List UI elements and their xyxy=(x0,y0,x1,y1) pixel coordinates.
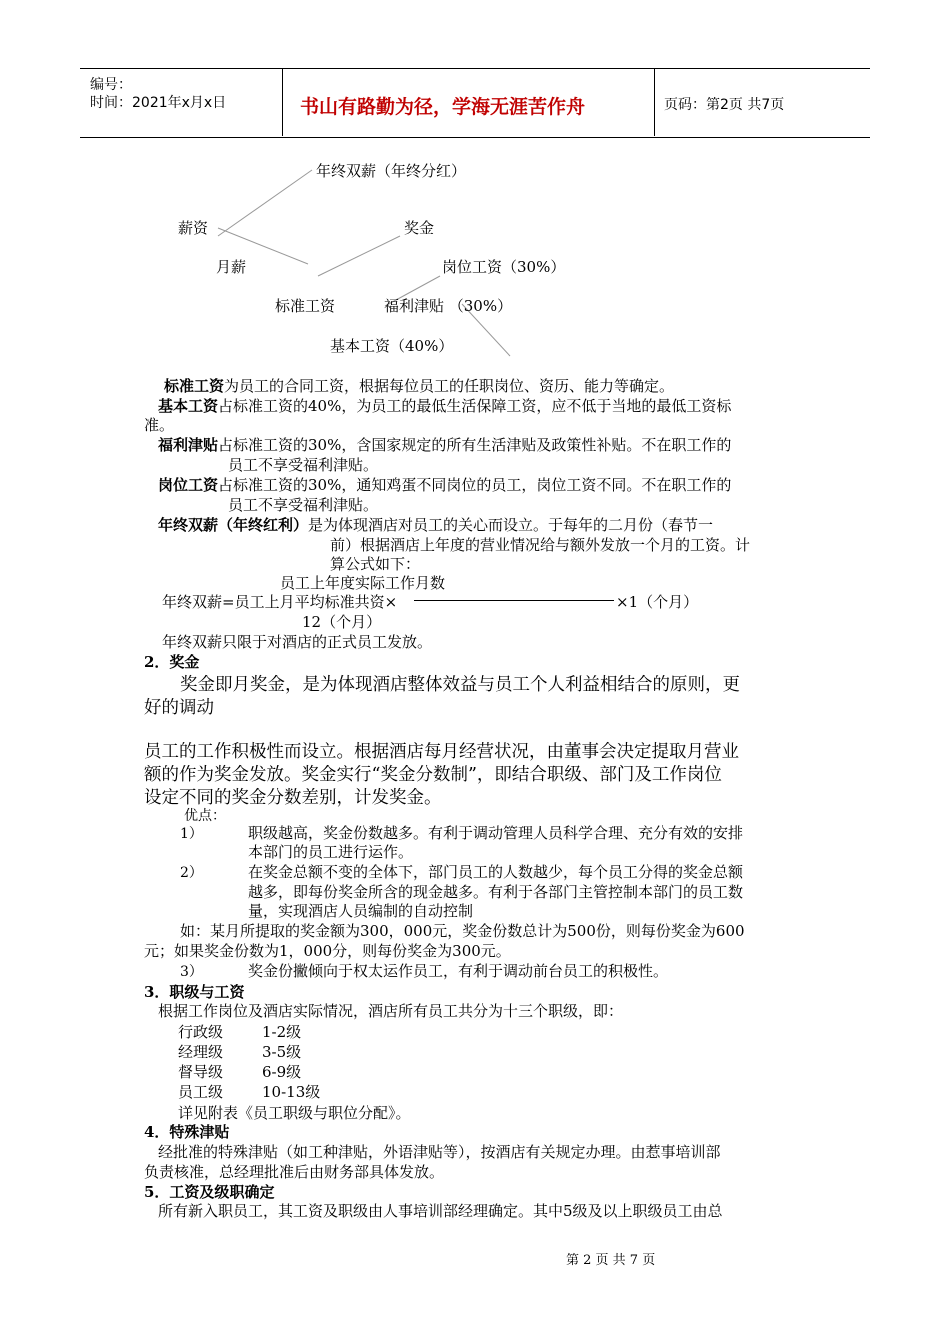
section-2-title: 2．奖金 xyxy=(144,653,200,671)
formula-note: 年终双薪只限于对酒店的正式员工发放。 xyxy=(162,633,433,651)
def-post-cont: 员工不享受福利津贴。 xyxy=(228,496,379,514)
grade-name: 督导级 xyxy=(178,1063,224,1081)
sec2-para: 奖金即月奖金，是为体现酒店整体效益与员工个人利益相结合的原则，更 xyxy=(180,675,740,695)
grade-range: 10-13级 xyxy=(262,1083,321,1101)
grade-range: 6-9级 xyxy=(262,1063,302,1081)
list-number: 2） xyxy=(180,865,203,881)
section-4-title: 4．特殊津贴 xyxy=(144,1123,230,1141)
formula-fraction-bar xyxy=(414,600,614,601)
sec3-note: 详见附表《员工职级与职位分配》。 xyxy=(178,1104,411,1122)
list-item: 职级越高，奖金份数越多。有利于调动管理人员科学合理、充分有效的安排 xyxy=(248,824,744,842)
diagram-bonus: 奖金 xyxy=(404,219,435,237)
def-text: 为员工的合同工资，根据每位员工的任职岗位、资历、能力等确定。 xyxy=(224,377,675,395)
formula-denominator: 12（个月） xyxy=(302,613,382,631)
diagram-post-wage: 岗位工资（30%） xyxy=(442,258,566,276)
grade-name: 行政级 xyxy=(178,1023,224,1041)
term: 年终双薪（年终红利） xyxy=(158,516,309,534)
list-number: 3） xyxy=(180,964,203,980)
def-yearend-cont: 算公式如下： xyxy=(330,555,421,573)
grade-name: 员工级 xyxy=(178,1083,224,1101)
term: 福利津贴 xyxy=(158,436,219,454)
section-3-title: 3．职级与工资 xyxy=(144,983,245,1001)
def-welfare xyxy=(158,434,731,455)
def-standard xyxy=(164,375,674,396)
sec4-para: 负责核准，总经理批准后由财务部具体发放。 xyxy=(144,1163,445,1181)
header-page: 页码：第2页 共7页 xyxy=(664,97,785,113)
list-number: 1） xyxy=(180,826,203,842)
def-post xyxy=(158,474,731,495)
formula-numerator: 员工上年度实际工作月数 xyxy=(280,574,446,592)
list-item: 量，实现酒店人员编制的自动控制 xyxy=(248,902,474,920)
def-welfare-cont: 员工不享受福利津贴。 xyxy=(228,456,379,474)
diagram-line xyxy=(318,236,400,276)
sec4-para: 经批准的特殊津贴（如工种津贴，外语津贴等），按酒店有关规定办理。由惹事培训部 xyxy=(158,1143,721,1161)
section-5-title: 5．工资及级职确定 xyxy=(144,1183,275,1201)
def-basic-cont: 准。 xyxy=(144,416,175,434)
diagram-standard: 标准工资 xyxy=(275,297,336,315)
grade-range: 3-5级 xyxy=(262,1043,302,1061)
diagram-welfare: 福利津贴 （30%） xyxy=(384,297,513,315)
list-item: 越多，即每份奖金所含的现金越多。有利于各部门主管控制本部门的员工数 xyxy=(248,883,744,901)
list-item: 奖金份撇倾向于权太运作员工，有利于调动前台员工的积极性。 xyxy=(248,962,669,980)
def-text: 占标准工资的30%，通知鸡蛋不同岗位的员工，岗位工资不同。不在职工作的 xyxy=(218,476,732,494)
grade-range: 1-2级 xyxy=(262,1023,302,1041)
def-yearend-cont: 前）根据酒店上年度的营业情况给与额外发放一个月的工资。计 xyxy=(330,536,751,554)
page-footer: 第 2 页 共 7 页 xyxy=(566,1253,656,1268)
grade-name: 经理级 xyxy=(178,1043,224,1061)
salary-diagram-lines xyxy=(0,0,950,380)
sec2-para: 好的调动 xyxy=(144,698,214,718)
diagram-salary: 薪资 xyxy=(178,219,209,237)
diagram-monthly: 月薪 xyxy=(216,258,247,276)
formula-left: 年终双薪=员工上月平均标准共资× xyxy=(162,593,398,611)
def-text: 占标准工资的30%，含国家规定的所有生活津贴及政策性补贴。不在职工作的 xyxy=(218,436,732,454)
list-item: 在奖金总额不变的全体下，部门员工的人数越少，每个员工分得的奖金总额 xyxy=(248,863,744,881)
header-motto: 书山有路勤为径，学海无涯苦作舟 xyxy=(300,96,586,118)
sec2-advantages: 优点： xyxy=(184,808,226,824)
def-text: 占标准工资的40%，为员工的最低生活保障工资，应不低于当地的最低工资标 xyxy=(218,397,732,415)
def-yearend xyxy=(158,514,713,535)
sec3-intro: 根据工作岗位及酒店实际情况，酒店所有员工共分为十三个职级，即： xyxy=(158,1002,624,1020)
header-time: 时间：2021年x月x日 xyxy=(90,95,227,111)
diagram-line xyxy=(218,170,312,236)
term: 岗位工资 xyxy=(158,476,219,494)
sec5-para: 所有新入职员工，其工资及职级由人事培训部经理确定。其中5级及以上职级员工由总 xyxy=(158,1202,723,1220)
term: 基本工资 xyxy=(158,397,219,415)
sec2-para: 额的作为奖金发放。奖金实行“奖金分数制”，即结合职级、部门及工作岗位 xyxy=(144,765,722,785)
formula-right: ×1（个月） xyxy=(616,593,699,611)
diagram-year-end: 年终双薪（年终分红） xyxy=(316,162,467,180)
term: 标准工资 xyxy=(164,377,225,395)
sec2-example: 元；如果奖金份数为1，000分，则每份奖金为300元。 xyxy=(144,942,511,960)
diagram-basic: 基本工资（40%） xyxy=(330,337,454,355)
def-text: 是为体现酒店对员工的关心而设立。于每年的二月份（春节一 xyxy=(308,516,714,534)
sec2-para: 设定不同的奖金分数差别，计发奖金。 xyxy=(144,788,442,808)
header-code: 编号： xyxy=(90,77,132,93)
list-item: 本部门的员工进行运作。 xyxy=(248,843,414,861)
sec2-para: 员工的工作积极性而设立。根据酒店每月经营状况，由董事会决定提取月营业 xyxy=(144,742,739,762)
sec2-example: 如：某月所提取的奖金额为300，000元，奖金份数总计为500份，则每份奖金为600 xyxy=(180,922,745,940)
def-basic xyxy=(158,395,731,416)
